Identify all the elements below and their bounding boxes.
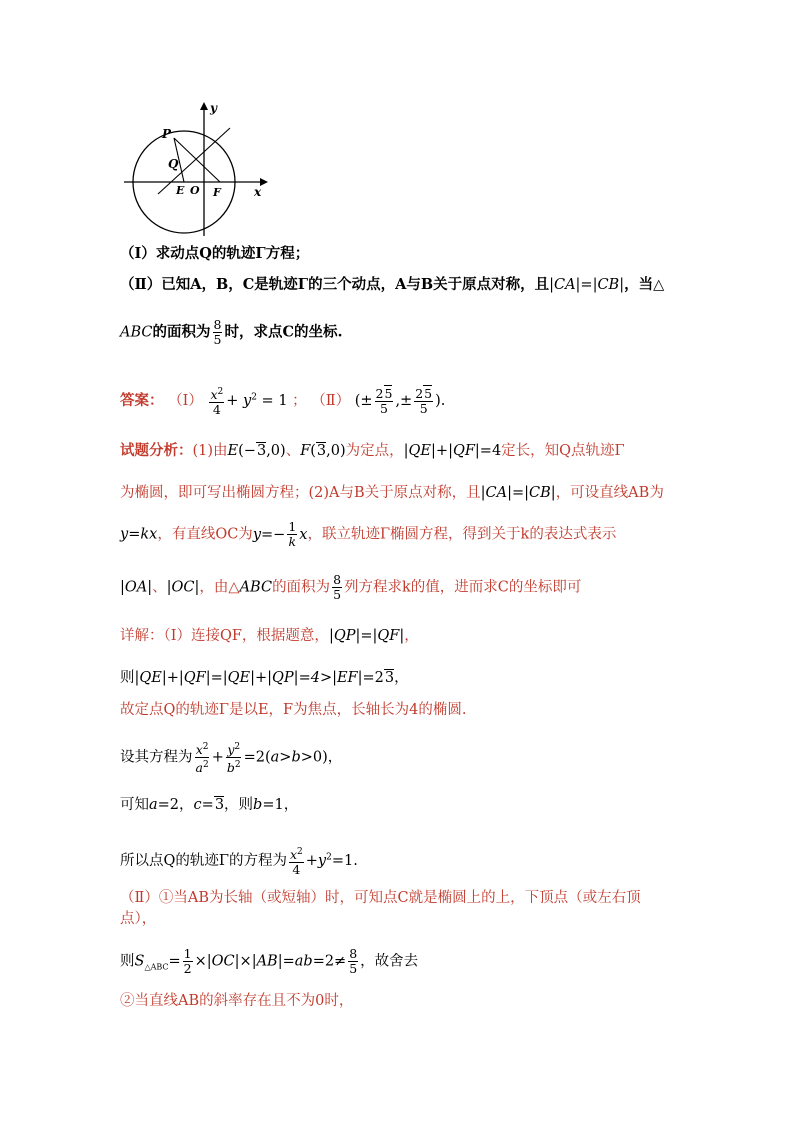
analysis-line3: y=kx，有直线OC为y=− $\frac{1}{k}$ x，联立轨迹Γ椭圆方程，得到关于k的表达式表示: [120, 519, 617, 549]
label-y: y: [210, 101, 217, 115]
detail-line4: 设其方程为 $\frac{x^2}{a^2}$ + $\frac{y^2}{b^2}$ =2(a>b>0)，: [120, 742, 343, 776]
detail-line5: 可知a=2，c=3，则b=1，: [120, 797, 299, 813]
analysis-line1: 试题分析：(1)由E(−3,0)、F(3,0)为定点，|QE|+|QF|=4定长，知Q点轨迹Γ: [120, 442, 625, 459]
detail-line3: 故定点Q的轨迹Γ是以E，F为焦点，长轴长为4的椭圆.: [120, 702, 467, 718]
label-F: F: [213, 186, 221, 199]
analysis-line2: 为椭圆，即可写出椭圆方程；(2)A与B关于原点对称，且|CA|=|CB|，可设直线AB为: [120, 485, 664, 501]
question-part2-line1: （Ⅱ）已知A，B，C是轨迹Γ的三个动点，A与B关于原点对称，且|CA|=|CB|，当△: [120, 276, 665, 293]
answer-line: 答案： （Ⅰ） $\frac{x^2}{4}$ + $y^2 = 1$ ； （Ⅱ） (± $\frac{25}{5}$ ,± $\frac{25}{5}$ ).: [120, 385, 446, 418]
analysis-line4: |OA|、|OC|，由△ABC的面积为 $\frac{8}{5}$ 列方程求k的值，进而求C的坐标即可: [120, 572, 582, 602]
label-E: E: [176, 184, 185, 197]
question-part2-line2: ABC的面积为 $\frac{8}{5}$ 时，求点C的坐标.: [120, 317, 343, 347]
detail-line8: 点），: [120, 911, 157, 927]
label-P: P: [162, 127, 172, 141]
detail-line2: 则|QE|+|QF|=|QE|+|QP|=4>|EF|=23，: [120, 670, 409, 686]
question-part1: （Ⅰ）求动点Q的轨迹Γ方程；: [120, 245, 310, 262]
circle-diagram: [120, 98, 280, 238]
segment-PF: [174, 138, 220, 182]
y-axis-arrow: [200, 102, 208, 110]
detail-line1: 详解：（Ⅰ）连接QF，根据题意，|QP|=|QF|，: [120, 628, 419, 644]
detail-line7: （Ⅱ）①当AB为长轴（或短轴）时，可知点C就是椭圆上的上，下顶点（或左右顶: [120, 890, 641, 906]
x-axis-arrow: [260, 178, 268, 186]
label-Q: Q: [168, 157, 179, 171]
detail-line9: 则$S_{\triangle ABC}=$ $\frac{1}{2}$ ×|OC|×|AB|=ab=2≠ $\frac{8}{5}$ ，故舍去: [120, 946, 419, 976]
detail-line6: 所以点Q的轨迹Γ的方程为 $\frac{x^2}{4}$ $+y^2=1$.: [120, 847, 358, 878]
label-O: O: [190, 184, 200, 197]
label-x: x: [254, 185, 262, 199]
detail-line10: ②当直线AB的斜率存在且不为0时，: [120, 993, 354, 1009]
